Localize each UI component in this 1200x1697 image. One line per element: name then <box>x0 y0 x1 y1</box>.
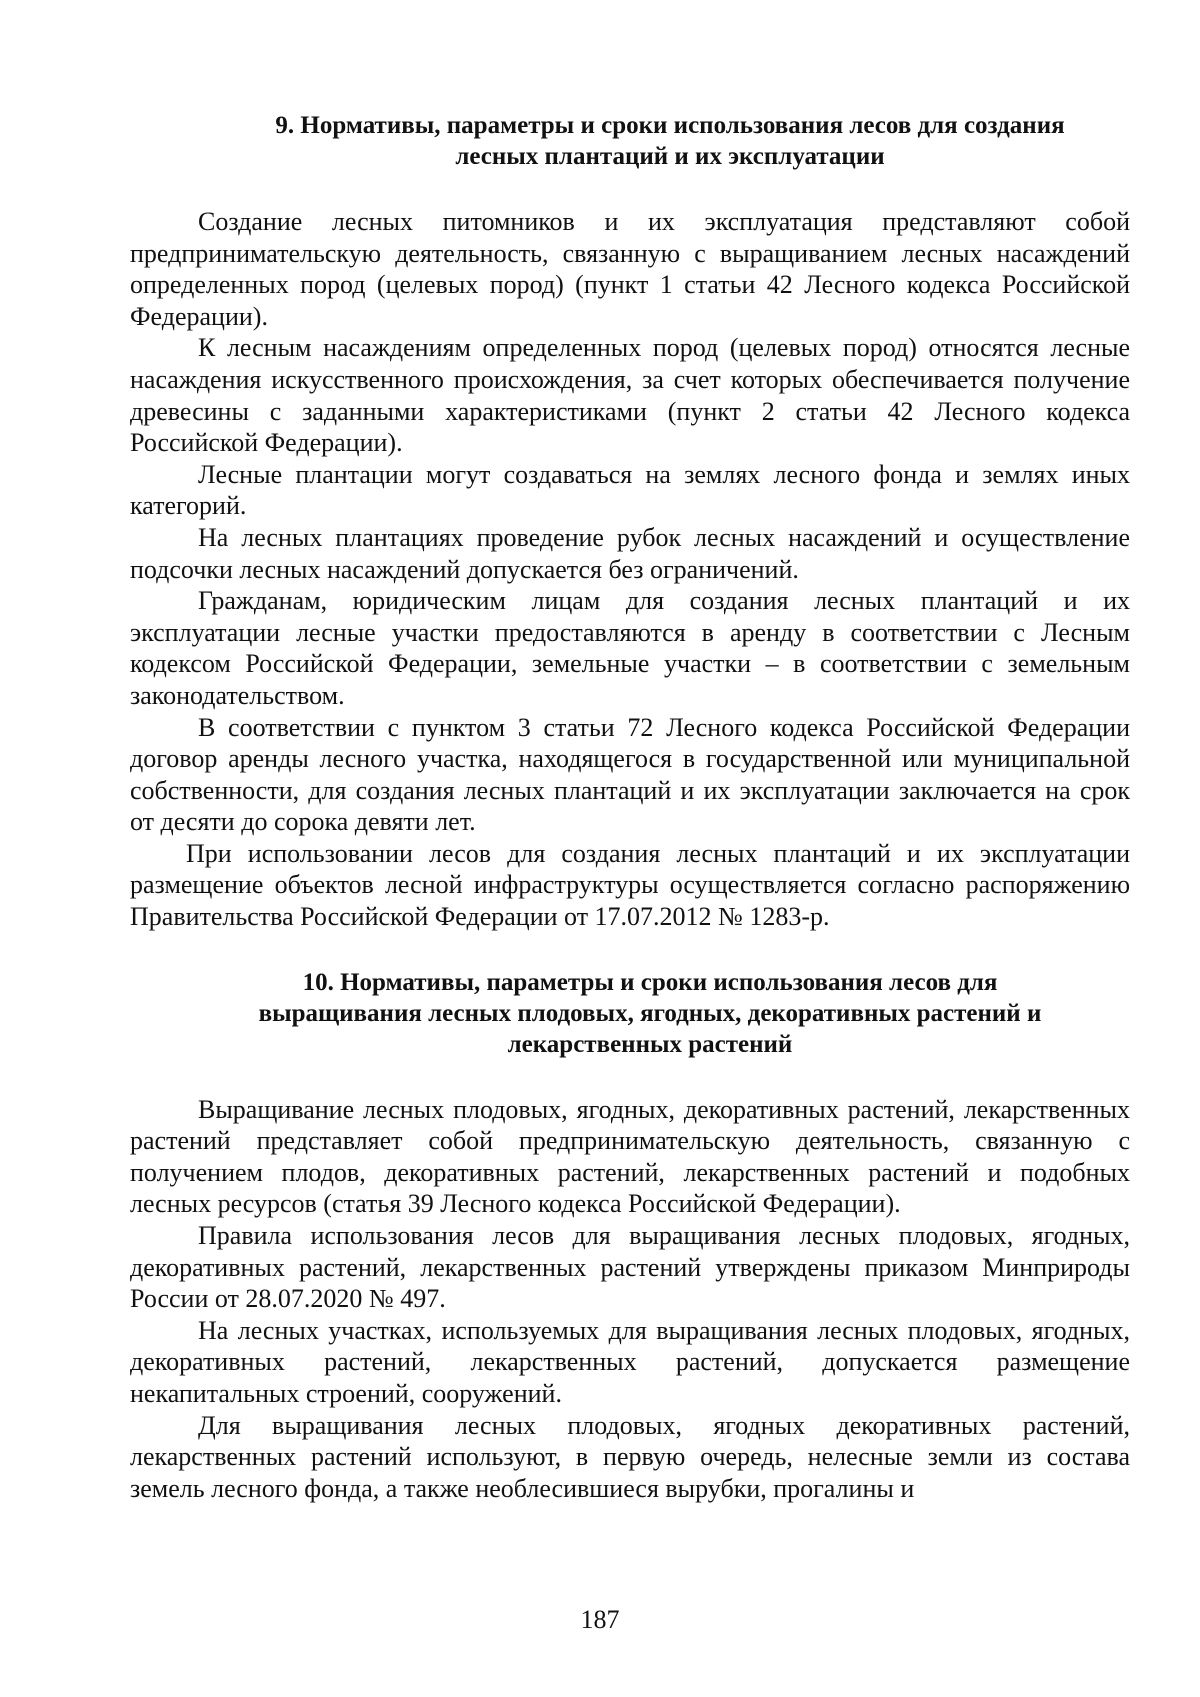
section-10-paragraph-2: Правила использования лесов для выращивания лесных плодовых, ягодных, декоративных растений, лекарственных растений утверждены приказом Минприроды России от 28.07.2020 № 497. <box>130 1221 1130 1314</box>
section-10-heading-line-1: 10. Нормативы, параметры и сроки использования лесов для <box>302 968 998 996</box>
section-10-paragraph-4: Для выращивания лесных плодовых, ягодных декоративных растений, лекарственных растений используют, в первую очередь, нелесные земли из состава земель лесного фонда, а также необлесившиеся вырубки, прогалины и <box>130 1410 1130 1503</box>
section-9-paragraph-2: К лесным насаждениям определенных пород (целевых пород) относятся лесные насаждения искусственного происхождения, за счет которых обеспечивается получение древесины с заданными характеристиками (пункт 2 статьи 42 Лесного кодекса Российской Федерации). <box>130 333 1130 458</box>
section-9-paragraph-6: В соответствии с пунктом 3 статьи 72 Лесного кодекса Российской Федерации договор аренды лесного участка, находящегося в государственной или муниципальной собственности, для создания лесных плантаций и их эксплуатации заключается на срок от десяти до сорока девяти лет. <box>130 712 1130 837</box>
section-9-heading-line-1: 9. Нормативы, параметры и сроки использования лесов для создания <box>275 112 1065 139</box>
section-10-heading-line-3: лекарственных растений <box>507 1030 793 1058</box>
section-10-paragraph-1: Выращивание лесных плодовых, ягодных, декоративных растений, лекарственных растений представляет собой предпринимательскую деятельность, связанную с получением плодов, декоративных растений, лекарственных растений и подобных лесных ресурсов (статья 39 Лесного кодекса Российской Федерации). <box>130 1094 1130 1219</box>
section-9-paragraph-1: Создание лесных питомников и их эксплуатация представляют собой предпринимательскую деятельность, связанную с выращиванием лесных насаждений определенных пород (целевых пород) (пункт 1 статьи 42 Лесного кодекса Российской Федерации). <box>130 207 1130 331</box>
section-9-heading-line-2: лесных плантаций и их эксплуатации <box>455 143 885 170</box>
section-10-paragraph-3: На лесных участках, используемых для выращивания лесных плодовых, ягодных, декоративных растений, лекарственных растений, допускается размещение некапитальных строений, сооружений. <box>130 1315 1130 1408</box>
section-9-paragraph-7: При использовании лесов для создания лесных плантаций и их эксплуатации размещение объектов лесной инфраструктуры осуществляется согласно распоряжению Правительства Российской Федерации от 17.07.2012 № 1283-р. <box>130 838 1130 932</box>
section-9-paragraph-4: На лесных плантациях проведение рубок лесных насаждений и осуществление подсочки лесных насаждений допускается без ограничений. <box>130 522 1130 584</box>
page-number: 187 <box>580 1605 620 1634</box>
document-page <box>130 110 1130 1504</box>
section-9-heading <box>130 110 1130 172</box>
section-9-paragraph-3: Лесные плантации могут создаваться на землях лесного фонда и землях иных категорий. <box>130 459 1130 521</box>
section-10-heading <box>130 967 1130 1060</box>
section-9-paragraph-5: Гражданам, юридическим лицам для создания лесных плантаций и их эксплуатации лесные участки предоставляются в аренду в соответствии с Лесным кодексом Российской Федерации, земельные участки – в соответствии с земельным законодательством. <box>130 586 1130 710</box>
section-10-heading-line-2: выращивания лесных плодовых, ягодных, декоративных растений и <box>258 999 1042 1027</box>
